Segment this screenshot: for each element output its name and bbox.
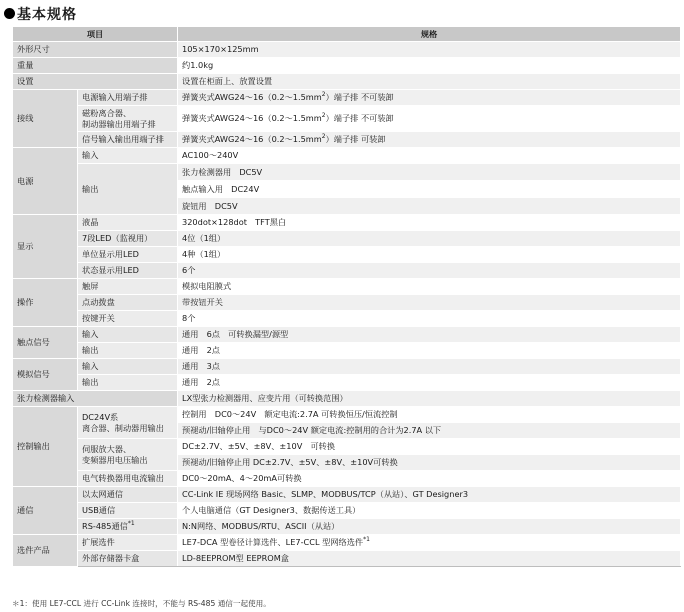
sub-label: DC24V系 离合器、制动器用输出: [78, 407, 178, 439]
table-row: [13, 359, 681, 375]
spec-table: [12, 26, 681, 567]
row-value: 通用 2点: [178, 343, 681, 359]
row-value: AC100～240V: [178, 148, 681, 164]
sub-label: 电源输入用端子排: [78, 90, 178, 106]
table-row: [13, 487, 681, 503]
sub-label: 单位显示用LED: [78, 247, 178, 263]
row-value: 控制用 DC0～24V 额定电流:2.7A 可转换恒压/恒流控制: [178, 407, 681, 423]
header-item: 项目: [13, 27, 178, 42]
table-row: [13, 58, 681, 74]
sub-label: 点动拨盘: [78, 295, 178, 311]
table-row: [13, 90, 681, 106]
row-value: LE7-DCA 型卷径计算选件、LE7-CCL 型网络选件$^{*1}$: [178, 535, 681, 551]
group-label-power: 电源: [13, 148, 78, 215]
row-label: 外形尺寸: [13, 42, 178, 58]
table-row: [13, 42, 681, 58]
row-label: 张力检测器输入: [13, 391, 178, 407]
table-row: [13, 551, 681, 567]
group-label-wiring: 接线: [13, 90, 78, 148]
footnote: ＊1：使用 LE7-CCL 进行 CC-Link 连接时，不能与 RS-485 通信一起使用。: [12, 599, 271, 608]
row-value: LX型张力检测器用、应变片用（可转换范围）: [178, 391, 681, 407]
row-value: 105×170×125mm: [178, 42, 681, 58]
sub-label: 电气转换器用电流输出: [78, 471, 178, 487]
sub-label: 伺服放大器、 变频器用电压输出: [78, 439, 178, 471]
sub-label: 扩展选件: [78, 535, 178, 551]
row-value: 带按钮开关: [178, 295, 681, 311]
table-row: [13, 519, 681, 535]
row-value: 通用 3点: [178, 359, 681, 375]
sub-label: 触屏: [78, 279, 178, 295]
row-value: 6个: [178, 263, 681, 279]
row-label: 设置: [13, 74, 178, 90]
sub-label: RS-485通信$^{*1}$: [78, 519, 178, 535]
row-value: 约1.0kg: [178, 58, 681, 74]
sub-label: 液晶: [78, 215, 178, 231]
row-value: 旋钮用 DC5V: [178, 198, 681, 215]
section-title: 基本规格: [4, 4, 77, 24]
sub-label: 输出: [78, 164, 178, 215]
sub-label: 外部存储器卡盒: [78, 551, 178, 567]
table-row: [13, 279, 681, 295]
row-value: LD-8EEPROM型 EEPROM盒: [178, 551, 681, 567]
row-value: 预褪动/旧轴停止用 DC±2.7V、±5V、±8V、±10V可转换: [178, 455, 681, 471]
table-row: [13, 327, 681, 343]
sub-label: 输出: [78, 343, 178, 359]
row-value: DC0～20mA、4～20mA可转换: [178, 471, 681, 487]
row-value: 个人电脑通信（GT Designer3、数据传送工具）: [178, 503, 681, 519]
row-value: N:N网络、MODBUS/RTU、ASCII（从站）: [178, 519, 681, 535]
group-label-options: 选件产品: [13, 535, 78, 567]
table-row: [13, 74, 681, 90]
table-row: [13, 263, 681, 279]
table-row: [13, 375, 681, 391]
group-label-display: 显示: [13, 215, 78, 279]
group-label-contact: 触点信号: [13, 327, 78, 359]
table-row: [13, 148, 681, 164]
sub-label: USB通信: [78, 503, 178, 519]
row-value: 通用 2点: [178, 375, 681, 391]
table-row: [13, 311, 681, 327]
table-row: [13, 106, 681, 132]
row-value: 通用 6点 可转换漏型/源型: [178, 327, 681, 343]
table-row: [13, 231, 681, 247]
table-row: [13, 407, 681, 423]
table-row: [13, 391, 681, 407]
row-value: DC±2.7V、±5V、±8V、±10V 可转换: [178, 439, 681, 455]
group-label-comm: 通信: [13, 487, 78, 535]
table-row: [13, 215, 681, 231]
row-value: 张力检测器用 DC5V: [178, 164, 681, 181]
row-value: 预褪动/旧轴停止用 与DC0～24V 额定电流:控制用的合计为2.7A 以下: [178, 423, 681, 439]
sub-label: 信号输入输出用端子排: [78, 132, 178, 148]
header-spec: 规格: [178, 27, 681, 42]
row-label: 重量: [13, 58, 178, 74]
sub-label: 以太网通信: [78, 487, 178, 503]
sub-label: 7段LED（监视用）: [78, 231, 178, 247]
sub-label: 按键开关: [78, 311, 178, 327]
sub-label: 磁粉离合器、 制动器输出用端子排: [78, 106, 178, 132]
row-value: 触点输入用 DC24V: [178, 181, 681, 198]
table-row: [13, 439, 681, 455]
row-value: 4位（1组）: [178, 231, 681, 247]
table-row: [13, 343, 681, 359]
table-header-row: [13, 27, 681, 42]
row-value: 弹簧夹式$AWG24\sim 16(0.2\sim 1.5mm^2)$端子排 不可装卸: [178, 90, 681, 106]
sub-label: 状态显示用LED: [78, 263, 178, 279]
sub-label: 输入: [78, 148, 178, 164]
row-value: 8个: [178, 311, 681, 327]
group-label-operation: 操作: [13, 279, 78, 327]
row-value: 弹簧夹式$AWG24\sim 16(0.2\sim 1.5mm^2)$端子排 不可装卸: [178, 106, 681, 132]
table-row: [13, 164, 681, 181]
row-value: 320dot×128dot TFT黑白: [178, 215, 681, 231]
group-label-control: 控制输出: [13, 407, 78, 487]
sub-label: 输入: [78, 359, 178, 375]
table-row: [13, 132, 681, 148]
group-label-analog: 模拟信号: [13, 359, 78, 391]
table-row: [13, 295, 681, 311]
table-row: [13, 247, 681, 263]
sub-label: 输入: [78, 327, 178, 343]
table-row: [13, 503, 681, 519]
row-value: 4种（1组）: [178, 247, 681, 263]
table-row: [13, 535, 681, 551]
row-value: 弹簧夹式$AWG24\sim 16(0.2\sim 1.5mm^2)$端子排 可装卸: [178, 132, 681, 148]
row-value: 模拟电阻膜式: [178, 279, 681, 295]
bullet-dot-icon: [4, 8, 15, 19]
table-row: [13, 471, 681, 487]
sub-label: 输出: [78, 375, 178, 391]
row-value: 设置在柜面上、放置设置: [178, 74, 681, 90]
row-value: CC-Link IE 现场网络 Basic、SLMP、MODBUS/TCP（从站）、GT Designer3: [178, 487, 681, 503]
